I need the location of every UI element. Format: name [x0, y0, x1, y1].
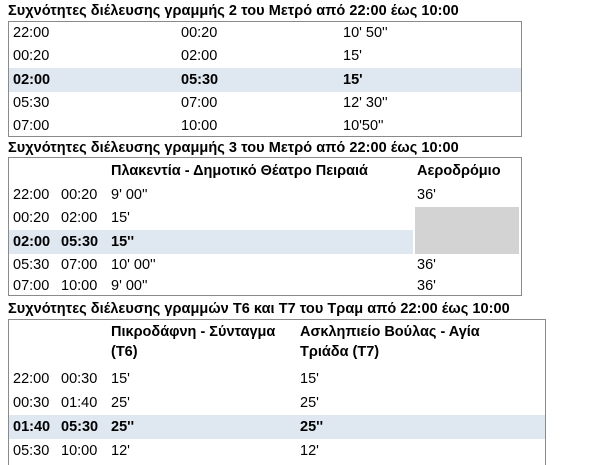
line2-freq: 15'	[343, 72, 363, 88]
tram-from: 01:40	[13, 419, 51, 435]
table-row	[9, 207, 521, 230]
tram-from: 00:30	[13, 395, 50, 411]
tram-table	[8, 319, 546, 465]
tram-from: 22:00	[13, 371, 50, 387]
table-row	[9, 92, 521, 115]
line3-airport: 36'	[417, 278, 436, 294]
table-row	[9, 368, 545, 391]
line3-table	[8, 157, 522, 296]
line2-freq: 10'50''	[343, 118, 384, 134]
table-row	[9, 115, 521, 138]
line2-from: 22:00	[13, 25, 50, 41]
line2-from: 00:20	[13, 48, 50, 64]
line3-to: 10:00	[61, 278, 98, 294]
line3-to: 05:30	[61, 234, 99, 250]
line3-to: 07:00	[61, 257, 98, 273]
line2-to: 00:20	[181, 25, 218, 41]
table-row-highlighted	[9, 68, 521, 92]
line2-title: Συχνότητες διέλευσης γραμμής 2 του Μετρό από 22:00 έως 10:00	[8, 3, 459, 19]
line2-to: 05:30	[181, 72, 219, 88]
line3-from: 00:20	[13, 210, 50, 226]
tram-t7: 25'	[300, 395, 319, 411]
line3-from: 22:00	[13, 187, 50, 203]
line3-from: 02:00	[13, 234, 51, 250]
line3-airport: 36'	[417, 257, 436, 273]
tram-to: 05:30	[61, 419, 99, 435]
table-row	[9, 275, 521, 297]
line3-header-airport: Αεροδρόμιο	[417, 163, 501, 179]
line3-from: 05:30	[13, 257, 50, 273]
line3-freq: 9' 00''	[111, 278, 148, 294]
tram-header-t6-line1: Πικροδάφνη - Σύνταγμα	[111, 324, 276, 340]
tram-t7: 15'	[300, 371, 319, 387]
tram-from: 05:30	[13, 443, 50, 459]
line2-to: 02:00	[181, 48, 218, 64]
line3-freq: 10' 00''	[111, 257, 156, 273]
table-row-highlighted	[9, 230, 413, 254]
line3-airport: 36'	[417, 187, 436, 203]
table-row	[9, 391, 545, 415]
table-row	[9, 184, 521, 207]
tram-header-t6-line2: (Τ6)	[111, 344, 138, 360]
table-row	[9, 254, 521, 277]
tram-to: 00:30	[61, 371, 98, 387]
table-row	[9, 22, 521, 45]
tram-t6: 15'	[111, 371, 130, 387]
line2-freq: 15'	[343, 48, 362, 64]
table-row-highlighted	[9, 415, 545, 439]
tram-t7: 25''	[300, 419, 324, 435]
line3-title: Συχνότητες διέλευσης γραμμής 3 του Μετρό από 22:00 έως 10:00	[8, 140, 459, 156]
line3-from: 07:00	[13, 278, 50, 294]
tram-header-t7-line2: Τριάδα (Τ7)	[300, 344, 380, 360]
line2-to: 07:00	[181, 95, 218, 111]
table-header	[9, 320, 545, 368]
table-row	[9, 45, 521, 68]
line3-airport-empty	[415, 230, 519, 254]
line2-freq: 10' 50''	[343, 25, 388, 41]
tram-t7: 12'	[300, 443, 319, 459]
line2-table	[8, 21, 522, 137]
line2-from: 07:00	[13, 118, 50, 134]
table-header	[9, 158, 521, 184]
tram-to: 10:00	[61, 443, 98, 459]
tram-t6: 25'	[111, 395, 130, 411]
line2-freq: 12' 30''	[343, 95, 388, 111]
line2-to: 10:00	[181, 118, 218, 134]
tram-title: Συχνότητες διέλευσης γραμμών Τ6 και Τ7 του Τραμ από 22:00 έως 10:00	[8, 301, 510, 317]
line3-freq: 9' 00''	[111, 187, 148, 203]
line2-from: 02:00	[13, 72, 51, 88]
tram-t6: 25''	[111, 419, 135, 435]
line3-to: 02:00	[61, 210, 98, 226]
line3-header-route: Πλακεντία - Δημοτικό Θέατρο Πειραιά	[111, 163, 368, 179]
line3-freq: 15'	[111, 210, 130, 226]
tram-to: 01:40	[61, 395, 98, 411]
line2-from: 05:30	[13, 95, 50, 111]
tram-t6: 12'	[111, 443, 130, 459]
table-row	[9, 439, 545, 463]
tram-header-t7-line1: Ασκληπιείο Βούλας - Αγία	[300, 324, 480, 340]
line3-to: 00:20	[61, 187, 98, 203]
line3-freq: 15''	[111, 234, 135, 250]
